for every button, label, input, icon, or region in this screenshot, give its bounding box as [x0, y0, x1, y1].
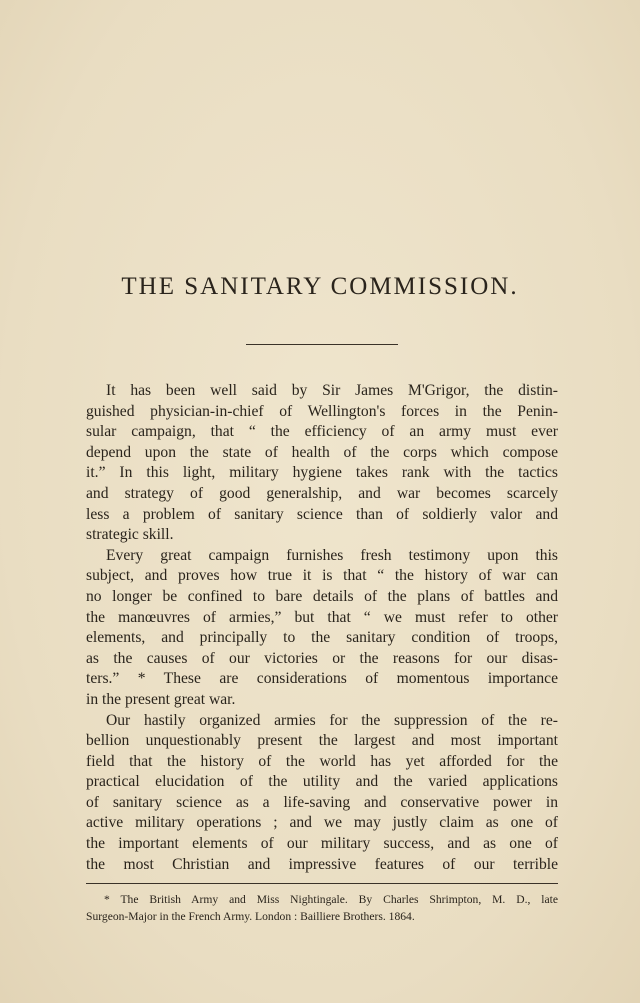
text-line: It has been well said by Sir James M'Grigor, the distin-: [106, 382, 558, 399]
text-line: no longer be confined to bare details of the plans of battles and: [86, 587, 558, 605]
text-line: ters.” * These are considerations of momentous importance: [86, 670, 558, 688]
text-line: strategic skill.: [86, 526, 174, 544]
footnote: [86, 891, 558, 925]
text-line: less a problem of sanitary science than of soldierly valor and: [86, 505, 558, 523]
text-line: as the causes of our victories or the reasons for our disas-: [86, 649, 558, 667]
text-line: bellion unquestionably present the largest and most important: [86, 732, 558, 750]
footnote-line: Surgeon-Major in the French Army. London : Bailliere Brothers. 1864.: [86, 910, 415, 923]
text-line: guished physician-in-chief of Wellington's forces in the Penin-: [86, 402, 558, 420]
text-line: field that the history of the world has yet afforded for the: [86, 752, 558, 770]
text-line: practical elucidation of the utility and the varied applications: [86, 773, 558, 791]
text-line: in the present great war.: [86, 690, 236, 708]
text-line: the manœuvres of armies,” but that “ we must refer to other: [86, 608, 558, 626]
text-line: it.” In this light, military hygiene takes rank with the tactics: [86, 464, 558, 482]
text-line: active military operations ; and we may justly claim as one of: [86, 814, 558, 832]
title-rule: [246, 344, 398, 345]
text-line: elements, and principally to the sanitary condition of troops,: [86, 629, 558, 647]
text-line: the important elements of our military success, and as one of: [86, 835, 558, 853]
text-line: and strategy of good generalship, and war becomes scarcely: [86, 484, 558, 502]
text-line: sular campaign, that “ the efficiency of an army must ever: [86, 423, 558, 441]
footnote-rule: [86, 883, 558, 884]
text-line: Every great campaign furnishes fresh testimony upon this: [106, 546, 558, 564]
footnote-line: * The British Army and Miss Nightingale. By Charles Shrimpton, M. D., late: [104, 893, 558, 906]
text-line: of sanitary science as a life-saving and conservative power in: [86, 793, 558, 811]
text-line: subject, and proves how true it is that “ the history of war can: [86, 567, 558, 585]
text-line: the most Christian and impressive features of our terrible: [86, 855, 558, 873]
chapter-title: THE SANITARY COMMISSION.: [121, 273, 519, 300]
body-text: [86, 381, 558, 875]
text-line: Our hastily organized armies for the suppression of the re-: [106, 711, 558, 729]
text-line: depend upon the state of health of the corps which compose: [86, 443, 558, 461]
